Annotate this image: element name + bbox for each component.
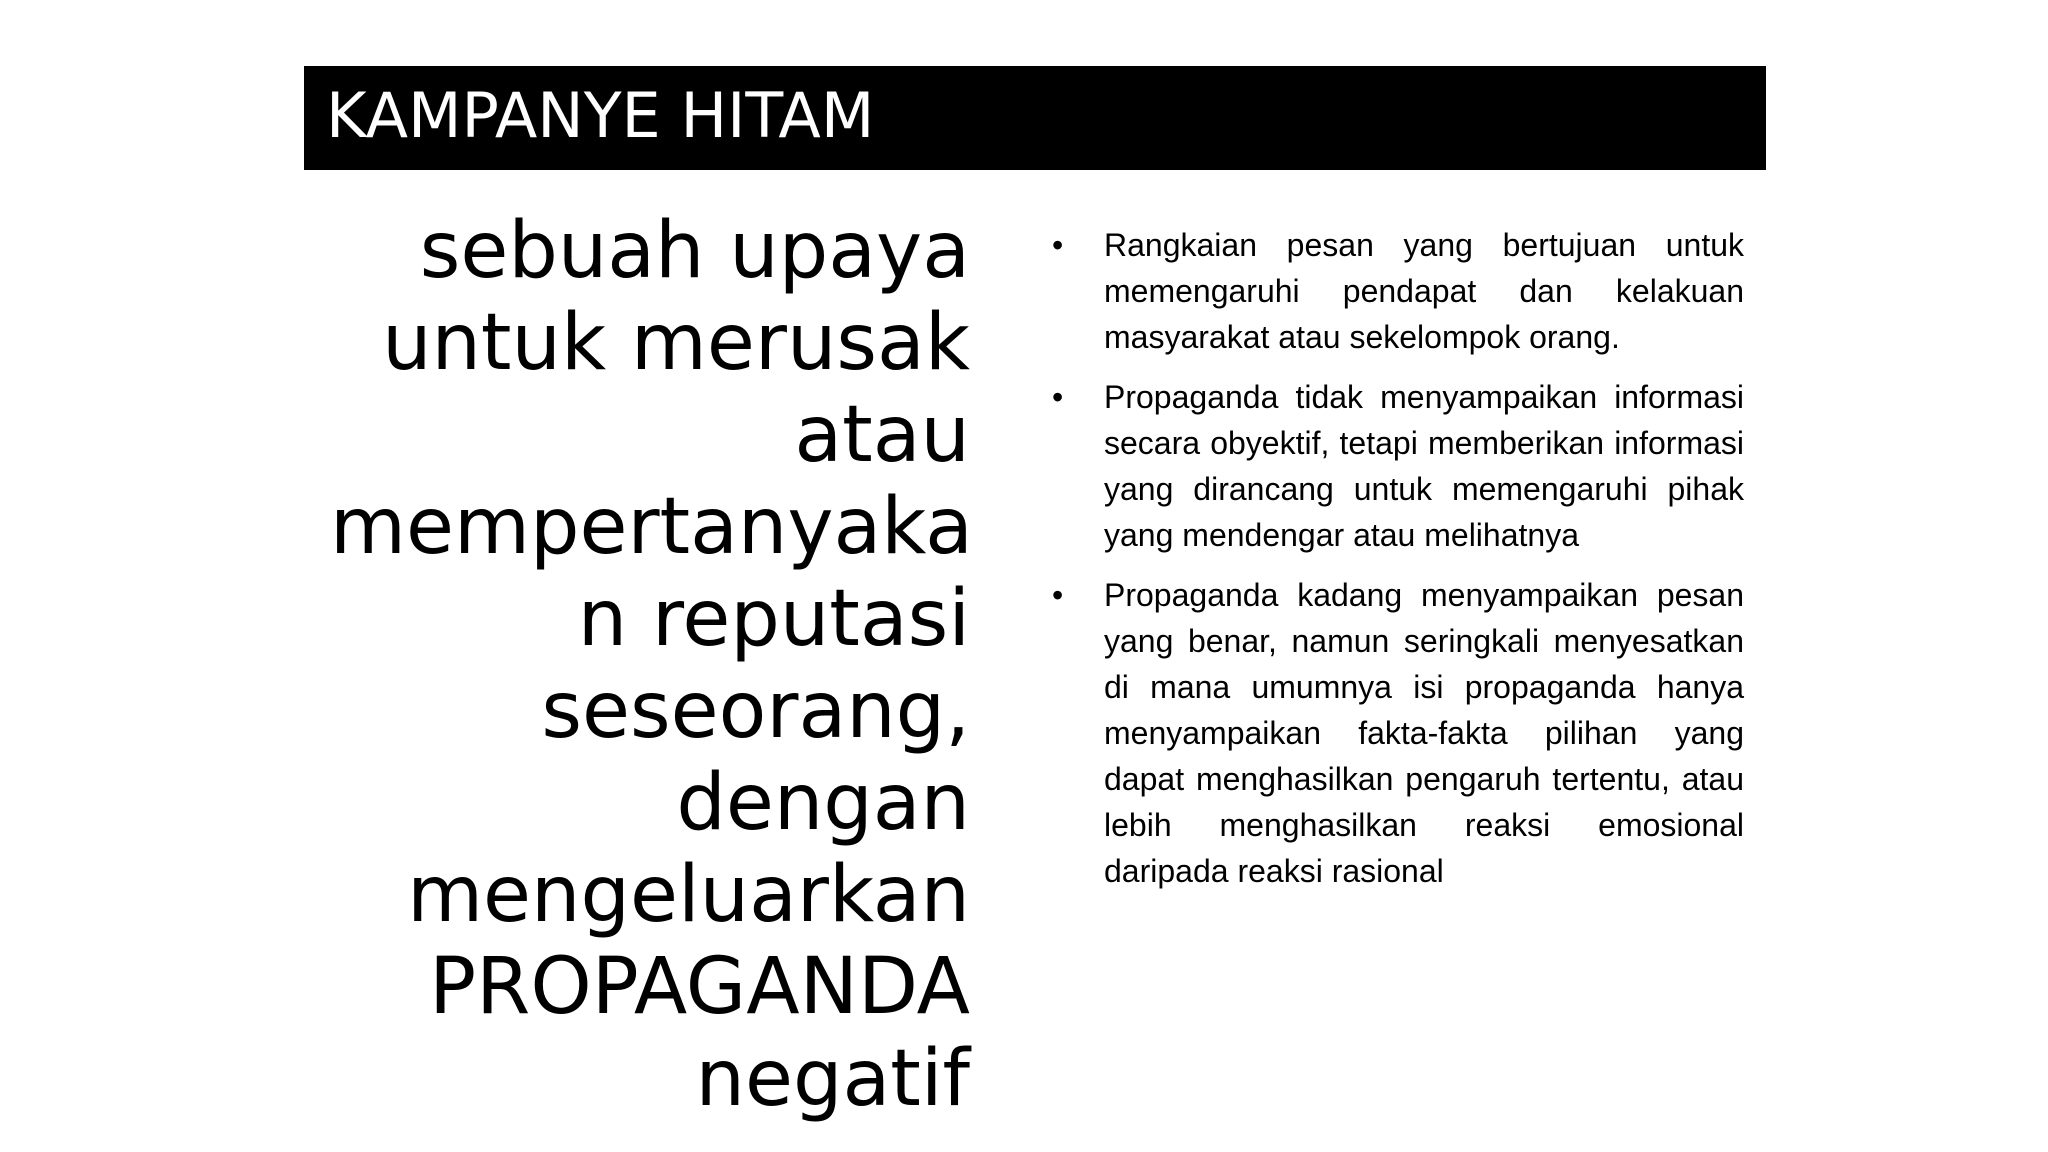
bullet-item xyxy=(1050,374,1744,558)
bullet-icon: • xyxy=(1052,577,1064,613)
definition-line: sebuah upaya xyxy=(419,206,970,296)
slide-title: KAMPANYE HITAM xyxy=(326,79,875,152)
bullet-item xyxy=(1050,222,1744,360)
bullet-item xyxy=(1050,572,1744,894)
bullet-text: Rangkaian pesan yang bertujuan untuk memengaruhi pendapat dan kelakuan masyarakat atau sekelompok orang. xyxy=(1104,227,1744,355)
definition-line: negatif xyxy=(695,1034,970,1124)
definition-line: PROPAGANDA xyxy=(429,942,970,1032)
definition-line: untuk merusak xyxy=(382,298,970,388)
bullet-icon: • xyxy=(1052,227,1064,263)
bullet-icon: • xyxy=(1052,379,1064,415)
bullet-text: Propaganda kadang menyampaikan pesan yang benar, namun seringkali menyesatkan di mana umumnya isi propaganda hanya menyampaikan fakta-fakta pilihan yang dapat menghasilkan pengaruh tertentu, atau lebih menghasilkan reaksi emosional daripada reaksi rasional xyxy=(1104,577,1744,889)
definition-line: mempertanyaka xyxy=(330,482,973,572)
title-bar xyxy=(304,66,1766,170)
bullet-text: Propaganda tidak menyampaikan informasi secara obyektif, tetapi memberikan informasi yang dirancang untuk memengaruhi pihak yang mendengar atau melihatnya xyxy=(1104,379,1744,553)
definition-line: n reputasi xyxy=(577,574,970,664)
definition-line: dengan xyxy=(676,758,970,848)
definition-line: mengeluarkan xyxy=(407,850,970,940)
definition-line: atau xyxy=(794,390,970,480)
bullet-list xyxy=(1050,222,1744,908)
definition-text xyxy=(330,205,973,1125)
definition-line: seseorang, xyxy=(541,666,970,756)
